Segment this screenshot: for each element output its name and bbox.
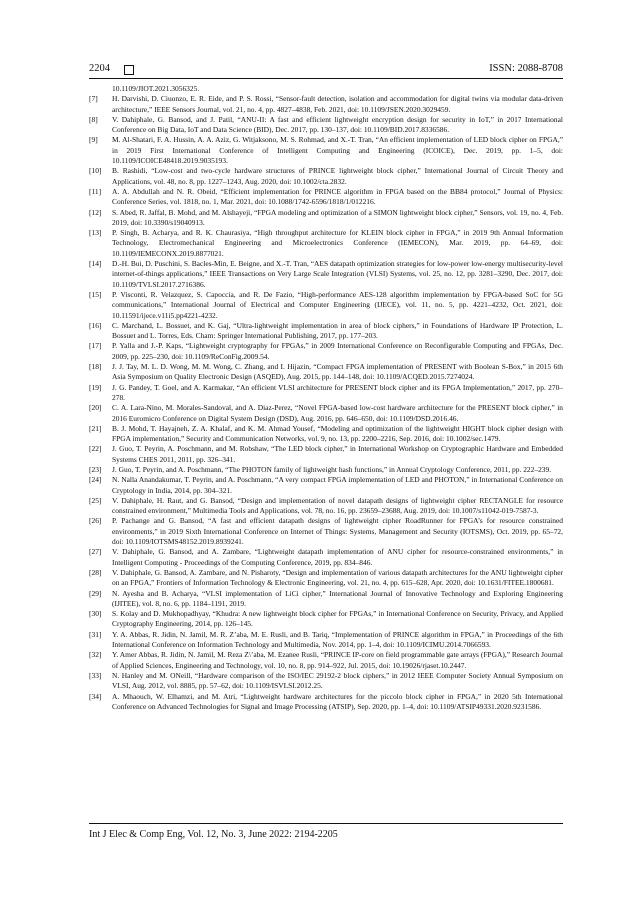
reference-text: C. A. Lara-Nino, M. Morales-Sandoval, and A. Diaz-Perez, “Novel FPGA-based low-cost hardware architecture for the PRESENT block cipher,” in 2016 Euromicro Conference on Digital System Design (DSD), Aug. 2016, pp. 646–650, doi: 10.1109/DSD.2016.46. <box>112 403 563 423</box>
reference-item <box>89 609 563 630</box>
reference-item <box>89 208 563 229</box>
reference-text: J. J. Tay, M. L. D. Wong, M. M. Wong, C. Zhang, and I. Hijazin, “Compact FPGA implementation of PRESENT with Boolean S-Box,” in 2015 6th Asia Symposium on Quality Electronic Design (ASQED), Aug. 2015, pp. 144–148, doi: 10.1109/ACQED.2015.7274024. <box>112 362 563 382</box>
reference-item <box>89 650 563 671</box>
reference-text: 10.1109/JIOT.2021.3056325. <box>112 84 200 93</box>
reference-text: V. Dahiphale, G. Bansod, A. Zambare, and N. Pisharoty, “Design and implementation of various datapath architectures for the ANU lightweight cipher on an FPGA,” Frontiers of Information Technology & Electronic Engineering, vol. 21, no. 4, pp. 615–628, Apr. 2020, doi: 10.1631/FITEE.1800681. <box>112 567 563 588</box>
reference-text: P. Yalla and J.-P. Kaps, “Lightweight cryptography for FPGAs,” in 2009 International Conference on Reconfigurable Computing and FPGAs, Dec. 2009, pp. 225–230, doi: 10.1109/ReConFig.2009.54. <box>112 341 563 361</box>
reference-item <box>89 475 563 496</box>
reference-item <box>89 187 563 208</box>
reference-number: [24] <box>89 475 102 485</box>
reference-number: [25] <box>89 495 102 505</box>
reference-number: [22] <box>89 444 102 454</box>
reference-text: D.-H. Bui, D. Puschini, S. Bacles-Min, E. Beigne, and X.-T. Tran, “AES datapath optimization strategies for low-power low-energy multisecurity-level internet-of-things applications,” IEEE Transactions on Very Large Scale Integration (VLSI) Systems, vol. 25, no. 12, pp. 3281–3290, Dec. 2017, doi: 10.1109/TVLSI.2017.2716386. <box>112 259 563 289</box>
reference-text: C. Marchand, L. Bossuet, and K. Gaj, “Ultra-lightweight implementation in area of block ciphers,” in Foundations of Hardware IP Protection, L. Bossuet and L. Torres, Eds. Cham: Springer International Publishing, 2017, pp. 177–203. <box>112 320 563 341</box>
reference-text: H. Darvishi, D. Ciuonzo, E. R. Eide, and P. S. Rossi, “Sensor-fault detection, isolation and accommodation for digital twins via modular data-driven architecture,” IEEE Sensors Journal, vol. 21, no. 4, pp. 4827–4838, Feb. 2021, doi: 10.1109/JSEN.2020.3029459. <box>112 94 563 114</box>
reference-number: [20] <box>89 403 102 413</box>
reference-item <box>89 403 563 424</box>
page-header <box>89 63 563 79</box>
reference-text: N. Nalla Anandakumar, T. Peyrin, and A. Poschmann, “A very compact FPGA implementation of LED and PHOTON,” in International Conference on Cryptology in India, 2014, pp. 304–321. <box>112 475 563 495</box>
square-icon <box>124 65 134 75</box>
footer-rule <box>89 823 563 824</box>
reference-item <box>89 630 563 651</box>
reference-number: [16] <box>89 320 102 330</box>
reference-number: [10] <box>89 166 102 176</box>
reference-text: Y. Amer Abbas, R. Jidin, N. Jamil, M. Reza Z\’aba, M. Ezanee Rusli, “PRINCE IP-core on field programmable gate arrays (FPGA),” Research Journal of Applied Sciences, Engineering and Technology, vol. 10, no. 8, pp. 914–922, Jul. 2015, doi: 10.19026/rjaset.10.2447. <box>112 650 563 670</box>
reference-text: N. Hanley and M. ONeill, “Hardware comparison of the ISO/IEC 29192-2 block ciphers,” in 2012 IEEE Computer Society Annual Symposium on VLSI, Aug. 2012, vol. 8885, pp. 57–62, doi: 10.1109/ISVLSI.2012.25. <box>112 670 563 691</box>
reference-list <box>89 84 563 712</box>
reference-text: M. Al-Shatari, F. A. Hussin, A. A. Aziz, G. Witjaksono, M. S. Rohmad, and X.-T. Tran, “An efficient implementation of LED block cipher on FPGA,” in 2019 First International Conference of Intelligent Computing and Engineering (ICOICE), Dec. 2019, pp. 1–5, doi: 10.1109/ICOICE48418.2019.9035193. <box>112 135 563 166</box>
reference-text: J. Guo, T. Peyrin, and A. Poschmann, “The PHOTON family of lightweight hash functions,” in Annual Cryptology Conference, 2011, pp. 222–239. <box>112 464 552 474</box>
reference-number: [27] <box>89 547 102 557</box>
reference-text: P. Visconti, R. Velazquez, S. Capoccia, and R. De Fazio, “High-performance AES-128 algorithm implementation by FPGA-based SoC for 5G communications,” International Journal of Electrical and Computer Engineering (IJECE), vol. 11, no. 5, pp. 4221–4232, Oct. 2021, doi: 10.11591/ijece.v11i5.pp4221-4232. <box>112 289 563 320</box>
reference-text: J. Guo, T. Peyrin, A. Poschmann, and M. Robshaw, “The LED block cipher,” in International Workshop on Cryptographic Hardware and Embedded Systems CHES 2011, 2011, pp. 326–341. <box>112 444 563 464</box>
reference-number: [18] <box>89 362 102 372</box>
reference-text: V. Dahiphale, H. Raut, and G. Bansod, “Design and implementation of novel datapath designs of lightweight cipher RECTANGLE for resource constrained environment,” Multimedia Tools and Applications, vol. 78, no. 16, pp. 23659–23688, Aug. 2019, doi: 10.1007/s11042-019-7587-3. <box>112 495 563 516</box>
reference-number: [14] <box>89 259 102 269</box>
reference-number: [29] <box>89 588 102 598</box>
reference-item <box>89 568 563 589</box>
reference-item <box>89 341 563 362</box>
reference-item <box>89 166 563 187</box>
reference-item <box>89 516 563 547</box>
reference-item <box>89 424 563 445</box>
reference-number: [34] <box>89 691 102 701</box>
page-number: 2204 <box>89 63 110 74</box>
reference-item <box>89 465 563 475</box>
reference-text: S. Abed, R. Jaffal, B. Mohd, and M. Alshayeji, “FPGA modeling and optimization of a SIMON lightweight block cipher,” Sensors, vol. 19, no. 4, Feb. 2019, doi: 10.3390/s19040913. <box>112 207 563 227</box>
reference-number: [32] <box>89 650 102 660</box>
reference-number: [15] <box>89 289 102 299</box>
reference-number: [17] <box>89 341 102 351</box>
reference-item <box>89 692 563 713</box>
reference-item <box>89 444 563 465</box>
reference-text: V. Dahiphale, G. Bansod, and A. Zambare, “Lightweight datapath implementation of ANU cipher for resource-constrained environments,” in Intelligent Computing - Proceedings of the Computing Conference, 2019, pp. 834–846. <box>112 547 563 567</box>
reference-item <box>89 547 563 568</box>
reference-item <box>89 135 563 166</box>
reference-number: [23] <box>89 464 102 474</box>
reference-number: [13] <box>89 228 102 238</box>
reference-number: [12] <box>89 207 102 217</box>
reference-number: [33] <box>89 670 102 680</box>
reference-number: [30] <box>89 609 102 619</box>
reference-text: V. Dahiphale, G. Bansod, and J. Patil, “ANU-II: A fast and efficient lightweight encryption design for security in IoT,” in 2017 International Conference on Big Data, IoT and Data Science (BID), Dec. 2017, pp. 130–137, doi: 10.1109/BID.2017.8336586. <box>112 114 563 135</box>
reference-text: S. Kolay and D. Mukhopadhyay, “Khudra: A new lightweight block cipher for FPGAs,” in International Conference on Security, Privacy, and Applied Cryptography Engineering, 2014, pp. 126–145. <box>112 609 563 629</box>
reference-number: [31] <box>89 629 102 639</box>
reference-item <box>89 228 563 259</box>
reference-text: B. J. Mohd, T. Hayajneh, Z. A. Khalaf, and K. M. Ahmad Yousef, “Modeling and optimization of the lightweight HIGHT block cipher design with FPGA implementation,” Security and Communication Networks, vol. 9, no. 13, pp. 2200–2216, Sep. 2016, doi: 10.1002/sec.1479. <box>112 423 563 444</box>
reference-item <box>89 321 563 342</box>
reference-number: [11] <box>89 186 102 196</box>
reference-number: [21] <box>89 423 102 433</box>
reference-text: B. Rashidi, “Low-cost and two-cycle hardware structures of PRINCE lightweight block cipher,” International Journal of Circuit Theory and Applications, vol. 48, no. 8, pp. 1227–1243, Aug. 2020, doi: 10.1002/cta.2832. <box>112 166 563 186</box>
reference-item <box>89 496 563 517</box>
reference-item <box>89 84 563 94</box>
page-footer: Int J Elec & Comp Eng, Vol. 12, No. 3, June 2022: 2194-2205 <box>89 829 338 840</box>
reference-item <box>89 589 563 610</box>
reference-text: N. Ayesha and B. Acharya, “VLSI implementation of LiCi cipher,” International Journal of Innovative Technology and Exploring Engineering (IJITEE), vol. 8, no. 6, pp. 1184–1191, 2019. <box>112 588 563 608</box>
reference-number: [28] <box>89 567 102 577</box>
reference-text: P. Singh, B. Acharya, and R. K. Chaurasiya, “High throughput architecture for KLEIN block cipher in FPGA,” in 2019 9th Annual Information Technology, Electromechanical Engineering and Microelectronics Conference (IEMECON), Mar. 2019, pp. 64–69, doi: 10.1109/IEMECONX.2019.8877021. <box>112 228 563 258</box>
reference-item <box>89 383 563 404</box>
reference-number: [26] <box>89 516 102 526</box>
reference-number: [19] <box>89 382 102 392</box>
header-rule <box>89 78 563 79</box>
reference-number: [9] <box>89 135 98 145</box>
reference-text: P. Pachange and G. Bansod, “A fast and efficient datapath designs of lightweight cipher RoadRunner for FPGA’s for resource constrained environments,” in 2019 Sixth International Conference on Internet of Things: Systems, Management and Security (IOTSMS), Oct. 2019, pp. 65–72, doi: 10.1109/IOTSMS48152.2019.8939241. <box>112 516 563 547</box>
reference-item <box>89 94 563 115</box>
reference-number: [7] <box>89 94 98 104</box>
reference-text: Y. A. Abbas, R. Jidin, N. Jamil, M. R. Z’aba, M. E. Rusli, and B. Tariq, “Implementation of PRINCE algorithm in FPGA,” in Proceedings of the 6th International Conference on Information Technology and Multimedia, Nov. 2014, pp. 1–4, doi: 10.1109/ICIMU.2014.7066593. <box>112 629 563 650</box>
reference-text: A. Mhaouch, W. Elhamzi, and M. Atri, “Lightweight hardware architectures for the piccolo block cipher in FPGA,” in 2020 5th International Conference on Advanced Technologies for Signal and Image Processing (ATSIP), Sep. 2020, pp. 1–4, doi: 10.1109/ATSIP49331.2020.9231586. <box>112 691 563 711</box>
reference-item <box>89 671 563 692</box>
reference-number: [8] <box>89 114 98 124</box>
reference-item <box>89 259 563 290</box>
issn-label: ISSN: 2088-8708 <box>489 63 563 74</box>
reference-item <box>89 290 563 321</box>
reference-item <box>89 362 563 383</box>
reference-item <box>89 115 563 136</box>
reference-text: J. G. Pandey, T. Goel, and A. Karmakar, “An efficient VLSI architecture for PRESENT block cipher and its FPGA Implementation,” 2017, pp. 270–278. <box>112 382 563 402</box>
reference-text: A. A. Abdullah and N. R. Obeid, “Efficient implementation for PRINCE algorithm in FPGA based on the BB84 protocol,” Journal of Physics: Conference Series, vol. 1818, no. 1, Mar. 2021, doi: 10.1088/1742-6596/1818/1/012216. <box>112 186 563 207</box>
